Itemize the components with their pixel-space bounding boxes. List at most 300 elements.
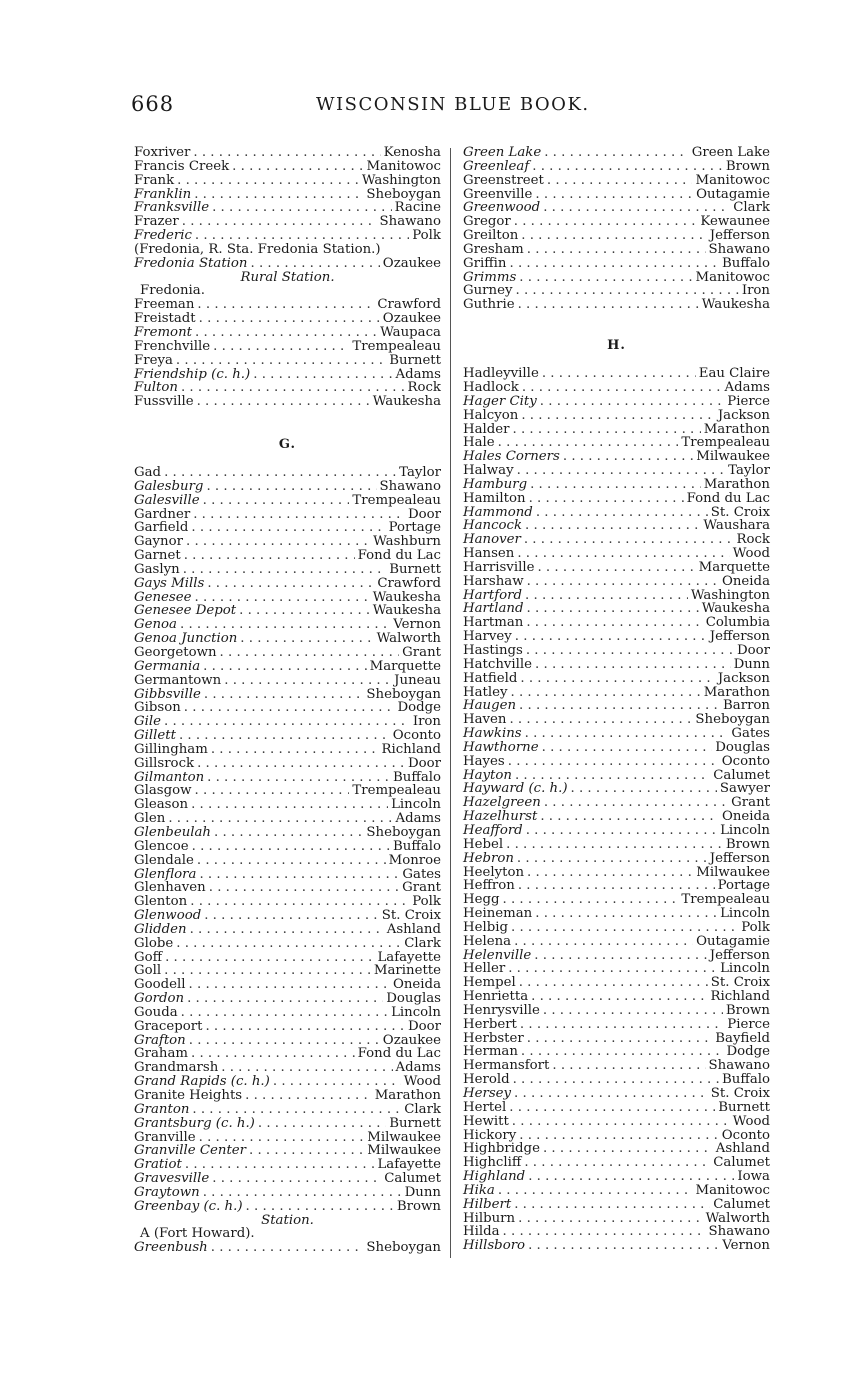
county-name: Dunn	[733, 656, 770, 672]
list-item	[134, 1131, 441, 1145]
leader-dots	[164, 466, 396, 480]
list-item	[134, 1034, 441, 1048]
entry-list	[134, 466, 441, 1200]
place-name: Hanover	[463, 532, 521, 548]
list-item	[463, 409, 770, 423]
place-name: Hager City	[463, 393, 537, 409]
leader-dots	[518, 1212, 703, 1226]
station-note: Fredonia.	[140, 283, 205, 299]
list-item	[134, 591, 441, 605]
leader-dots	[517, 464, 726, 478]
leader-dots	[181, 1006, 388, 1020]
place-name: Heelyton	[463, 864, 525, 880]
place-name: Goodell	[134, 977, 186, 993]
place-name: Heffron	[463, 878, 515, 894]
leader-dots	[535, 658, 731, 672]
place-name: Granville Center	[134, 1143, 247, 1159]
leader-dots	[542, 367, 696, 381]
county-name: Oneida	[721, 573, 770, 589]
place-name: Francis Creek	[134, 158, 230, 174]
place-name: Friendship (c. h.)	[134, 366, 251, 382]
leader-dots	[542, 741, 713, 755]
county-name: Columbia	[705, 615, 770, 631]
county-name: Rock	[736, 532, 770, 548]
list-item	[463, 561, 770, 575]
leader-dots	[184, 701, 395, 715]
list-item	[134, 215, 441, 229]
leader-dots	[503, 1225, 706, 1239]
place-name: Grand Rapids (c. h.)	[134, 1074, 270, 1090]
place-name: Heller	[463, 961, 506, 977]
county-name: Ashland	[715, 1141, 770, 1157]
page-number: 668	[131, 92, 175, 116]
county-name: Sheboygan	[366, 824, 441, 840]
place-name: Gaynor	[134, 534, 183, 550]
list-item	[134, 381, 441, 395]
place-name: Frazer	[134, 214, 179, 230]
list-item	[134, 674, 441, 688]
list-item	[134, 298, 441, 312]
place-name: Gleason	[134, 797, 189, 813]
place-name: Greilton	[463, 228, 519, 244]
leader-dots	[168, 812, 392, 826]
list-item	[134, 494, 441, 508]
place-name: Glenton	[134, 894, 188, 910]
county-name: Milwaukee	[696, 449, 770, 465]
county-name: Taylor	[399, 465, 441, 481]
section-heading: G.	[278, 437, 297, 453]
place-name: Franksville	[134, 200, 210, 216]
list-item	[463, 741, 770, 755]
list-item	[463, 1142, 770, 1156]
place-name: Germania	[134, 658, 201, 674]
place-name: Hales Corners	[463, 449, 560, 465]
leader-dots	[519, 1129, 718, 1143]
county-name: Crawford	[377, 297, 441, 313]
place-name: Gibbsville	[134, 686, 201, 702]
place-name: Gregor	[463, 214, 511, 230]
county-name: Fond du Lac	[357, 1046, 441, 1062]
county-name: Buffalo	[393, 769, 441, 785]
place-name: Hatfield	[463, 670, 518, 686]
county-name: Polk	[412, 894, 441, 910]
station-note: Station.	[261, 1212, 314, 1228]
place-name: Genesee Depot	[134, 603, 237, 619]
place-name: Greenbay (c. h.)	[134, 1198, 243, 1214]
list-item	[134, 508, 441, 522]
place-name: Hazelhurst	[463, 809, 538, 825]
county-name: Sheboygan	[695, 712, 770, 728]
leader-dots	[537, 561, 695, 575]
county-name: Brown	[725, 1002, 770, 1018]
section-heading: H.	[607, 338, 626, 354]
county-name: Wood	[732, 1113, 770, 1129]
leader-dots	[534, 949, 706, 963]
place-name: Galesville	[134, 492, 200, 508]
list-item	[463, 367, 770, 381]
left-column	[134, 146, 441, 1255]
list-item	[134, 715, 441, 729]
place-name: Herbster	[463, 1030, 524, 1046]
place-name: Frank	[134, 172, 175, 188]
county-name: Dunn	[404, 1184, 441, 1200]
leader-dots	[514, 1198, 710, 1212]
list-item	[463, 1129, 770, 1143]
county-name: Oconto	[721, 753, 770, 769]
place-name: Hermansfort	[463, 1058, 550, 1074]
place-name: Graceport	[134, 1018, 203, 1034]
list-item	[134, 563, 441, 577]
list-item	[463, 699, 770, 713]
county-name: Portage	[388, 520, 441, 536]
leader-dots	[191, 1047, 355, 1061]
list-item	[134, 992, 441, 1006]
place-name: Gile	[134, 714, 161, 730]
county-name: Washington	[690, 587, 770, 603]
county-name: Buffalo	[722, 255, 770, 271]
list-item	[463, 1239, 770, 1253]
county-name: Brown	[725, 836, 770, 852]
leader-dots	[519, 699, 720, 713]
place-name: Granton	[134, 1101, 190, 1117]
county-name: Richland	[381, 741, 441, 757]
entry-list	[463, 367, 770, 1253]
place-name: Gordon	[134, 991, 185, 1007]
county-name: Marathon	[703, 476, 770, 492]
county-name: Lafayette	[377, 1157, 441, 1173]
list-item	[463, 644, 770, 658]
leader-dots	[211, 1241, 364, 1255]
place-name: Hadlock	[463, 379, 519, 395]
leader-dots	[189, 1034, 380, 1048]
place-name: Hadleyville	[463, 366, 539, 382]
leader-dots	[193, 508, 405, 522]
leader-dots	[273, 1075, 401, 1089]
county-name: Milwaukee	[367, 1129, 441, 1145]
leader-dots	[526, 644, 734, 658]
leader-dots	[193, 146, 380, 160]
place-name: Fussville	[134, 394, 194, 410]
list-item	[463, 381, 770, 395]
leader-dots	[195, 591, 370, 605]
list-item	[134, 466, 441, 480]
place-name: Haugen	[463, 698, 517, 714]
list-item	[134, 854, 441, 868]
list-item	[134, 604, 441, 618]
leader-dots	[197, 298, 374, 312]
place-name: Goff	[134, 949, 163, 965]
entry-list	[134, 298, 441, 409]
list-item	[134, 1075, 441, 1089]
county-name: Crawford	[377, 575, 441, 591]
county-name: Sheboygan	[366, 186, 441, 202]
place-name: Herold	[463, 1072, 510, 1088]
place-name: Hebron	[463, 850, 514, 866]
leader-dots	[192, 1103, 401, 1117]
leader-dots	[176, 937, 401, 951]
county-name: St. Croix	[710, 975, 770, 991]
leader-dots	[204, 909, 379, 923]
county-name: Iron	[412, 714, 441, 730]
list-item	[134, 188, 441, 202]
leader-dots	[189, 978, 390, 992]
list-item	[463, 630, 770, 644]
list-item	[134, 1103, 441, 1117]
list-item	[134, 840, 441, 854]
place-name: Germantown	[134, 672, 222, 688]
list-item	[463, 838, 770, 852]
place-name: Hilda	[463, 1224, 500, 1240]
place-name: Hayton	[463, 767, 512, 783]
leader-dots	[517, 852, 707, 866]
place-name: Greenwood	[463, 200, 541, 216]
place-name: Hamburg	[463, 476, 528, 492]
leader-dots	[543, 1004, 723, 1018]
list-item	[463, 229, 770, 243]
list-item	[463, 976, 770, 990]
place-name: Hazelgreen	[463, 795, 541, 811]
list-item	[463, 990, 770, 1004]
county-name: Marathon	[374, 1088, 441, 1103]
place-name: Highbridge	[463, 1141, 540, 1157]
county-name: Trempealeau	[681, 892, 770, 908]
place-name: Herman	[463, 1044, 518, 1060]
place-name: Graham	[134, 1046, 189, 1062]
county-name: Adams	[395, 811, 441, 827]
list-item	[463, 1032, 770, 1046]
county-name: Outagamie	[696, 933, 770, 949]
place-name: Grimms	[463, 269, 517, 285]
entry-list	[463, 146, 770, 312]
list-item	[463, 893, 770, 907]
place-name: Green Lake	[463, 145, 542, 160]
leader-dots	[197, 395, 370, 409]
county-name: Brown	[725, 158, 770, 174]
place-name: Galesburg	[134, 478, 204, 494]
place-name: Hewitt	[463, 1113, 509, 1129]
county-name: Iron	[741, 283, 770, 299]
place-name: Genoa Junction	[134, 631, 238, 647]
leader-dots	[207, 771, 390, 785]
place-name: Gays Mills	[134, 575, 205, 591]
leader-dots	[182, 215, 377, 229]
place-name: Frederic	[134, 228, 192, 244]
leader-dots	[203, 660, 366, 674]
county-name: Wood	[732, 546, 770, 562]
county-name: Shawano	[379, 478, 441, 494]
place-name: Hillsboro	[463, 1238, 526, 1254]
county-name: Oconto	[721, 1127, 770, 1143]
county-name: Vernon	[722, 1238, 770, 1254]
place-name: Halder	[463, 421, 510, 437]
place-name: Gillsrock	[134, 755, 195, 771]
leader-dots	[518, 298, 699, 312]
leader-dots	[214, 826, 363, 840]
list-item	[134, 646, 441, 660]
leader-dots	[520, 1018, 724, 1032]
column-divider	[450, 148, 451, 1258]
place-name: Heineman	[463, 906, 533, 922]
place-name: Gillingham	[134, 741, 208, 757]
county-name: Manitowoc	[366, 158, 441, 174]
county-name: Waukesha	[372, 589, 441, 605]
place-name: Hastings	[463, 643, 523, 658]
place-name: Fremont	[134, 324, 192, 340]
leader-dots	[527, 1032, 713, 1046]
place-name: Highland	[463, 1169, 526, 1185]
county-name: Shawano	[708, 1058, 770, 1074]
place-name: Haven	[463, 712, 507, 728]
list-item	[463, 1156, 770, 1170]
county-name: Grant	[402, 645, 441, 660]
leader-dots	[532, 160, 723, 174]
county-name: Buffalo	[393, 838, 441, 854]
county-name: Waukesha	[701, 601, 770, 617]
county-name: Marathon	[703, 684, 770, 700]
list-item	[463, 436, 770, 450]
place-name: Fredonia Station	[134, 255, 248, 271]
leader-dots	[246, 1200, 394, 1214]
county-name: Ozaukee	[382, 311, 441, 327]
leader-dots	[183, 563, 386, 577]
list-item	[134, 535, 441, 549]
leader-dots	[509, 1101, 715, 1115]
leader-dots	[203, 1186, 402, 1200]
county-name: Jefferson	[709, 947, 770, 963]
place-name: Hersey	[463, 1086, 512, 1101]
list-item	[134, 881, 441, 895]
county-name: Adams	[724, 379, 770, 395]
list-item	[134, 798, 441, 812]
leader-dots	[212, 1172, 381, 1186]
leader-dots	[185, 1158, 375, 1172]
leader-dots	[180, 618, 390, 632]
county-name: Waushara	[703, 518, 770, 534]
list-item	[134, 174, 441, 188]
list-item	[134, 146, 441, 160]
list-item	[463, 423, 770, 437]
leader-dots	[181, 381, 405, 395]
county-name: Sheboygan	[366, 686, 441, 702]
leader-dots	[197, 757, 405, 771]
county-name: Vernon	[393, 617, 441, 633]
place-name: Hale	[463, 435, 495, 451]
place-name: Gouda	[134, 1004, 178, 1020]
county-name: Ozaukee	[382, 255, 441, 271]
county-name: Shawano	[708, 1224, 770, 1240]
county-name: St. Croix	[381, 908, 441, 924]
leader-dots	[251, 257, 380, 271]
list-item	[463, 769, 770, 783]
place-name: Gurney	[463, 283, 513, 299]
county-name: Shawano	[708, 241, 770, 257]
leader-dots	[221, 1061, 392, 1075]
county-name: Marquette	[698, 559, 770, 575]
leader-dots	[528, 1170, 734, 1184]
leader-dots	[191, 521, 385, 535]
county-name: St. Croix	[710, 1086, 770, 1101]
list-item	[463, 160, 770, 174]
county-name: Jefferson	[709, 850, 770, 866]
list-item	[463, 879, 770, 893]
place-name: Gad	[134, 465, 162, 481]
list-item	[463, 1087, 770, 1101]
place-name: Gresham	[463, 241, 524, 257]
leader-dots	[498, 436, 679, 450]
leader-dots	[528, 1239, 719, 1253]
county-name: Jackson	[717, 407, 770, 423]
place-name: Garnet	[134, 548, 181, 564]
list-item	[134, 1020, 441, 1034]
place-name: Glidden	[134, 921, 187, 937]
county-name: Rock	[407, 380, 441, 396]
place-name: Hartman	[463, 615, 524, 631]
list-item	[463, 201, 770, 215]
county-name: Lincoln	[720, 822, 770, 838]
list-item	[134, 354, 441, 368]
county-name: Juneau	[394, 672, 441, 688]
county-name: Fond du Lac	[686, 490, 770, 506]
list-item	[463, 1198, 770, 1212]
list-item	[134, 784, 441, 798]
list-item	[134, 395, 441, 409]
list-item	[134, 923, 441, 937]
leader-dots	[203, 494, 350, 508]
leader-dots	[195, 229, 409, 243]
place-name: Harshaw	[463, 573, 524, 589]
county-name: Pierce	[727, 1016, 770, 1032]
county-name: Jackson	[717, 670, 770, 686]
county-name: Sheboygan	[366, 1240, 441, 1256]
place-name: Hawthorne	[463, 739, 539, 755]
leader-dots	[515, 630, 707, 644]
leader-dots	[520, 672, 714, 686]
list-item	[463, 1101, 770, 1115]
leader-dots	[514, 1087, 708, 1101]
county-name: Marinette	[373, 963, 441, 979]
county-name: St. Croix	[710, 504, 770, 520]
leader-dots	[517, 547, 729, 561]
leader-dots	[165, 951, 374, 965]
list-item	[134, 368, 441, 382]
leader-dots	[258, 1117, 386, 1131]
list-item	[134, 1172, 441, 1186]
county-name: Walworth	[376, 631, 441, 647]
leader-dots	[547, 174, 693, 188]
county-name: Calumet	[384, 1171, 441, 1187]
county-name: Monroe	[388, 852, 441, 868]
leader-dots	[232, 160, 363, 174]
place-name: Highcliff	[463, 1155, 522, 1171]
station-note: Rural Station.	[240, 269, 335, 285]
leader-dots	[190, 923, 384, 937]
place-name: Granville	[134, 1129, 196, 1145]
place-name: Freya	[134, 352, 173, 368]
county-name: Lincoln	[391, 797, 441, 813]
county-name: Manitowoc	[695, 1182, 770, 1198]
list-item	[134, 1061, 441, 1075]
station-note: A (Fort Howard).	[140, 1226, 255, 1242]
leader-dots	[543, 1142, 713, 1156]
list-item	[134, 326, 441, 340]
place-name: Fulton	[134, 380, 178, 396]
list-item	[134, 229, 441, 243]
list-item	[463, 450, 770, 464]
place-name: Halcyon	[463, 407, 519, 423]
county-name: Door	[407, 755, 441, 771]
list-item	[463, 1225, 770, 1239]
county-name: Calumet	[713, 767, 770, 783]
